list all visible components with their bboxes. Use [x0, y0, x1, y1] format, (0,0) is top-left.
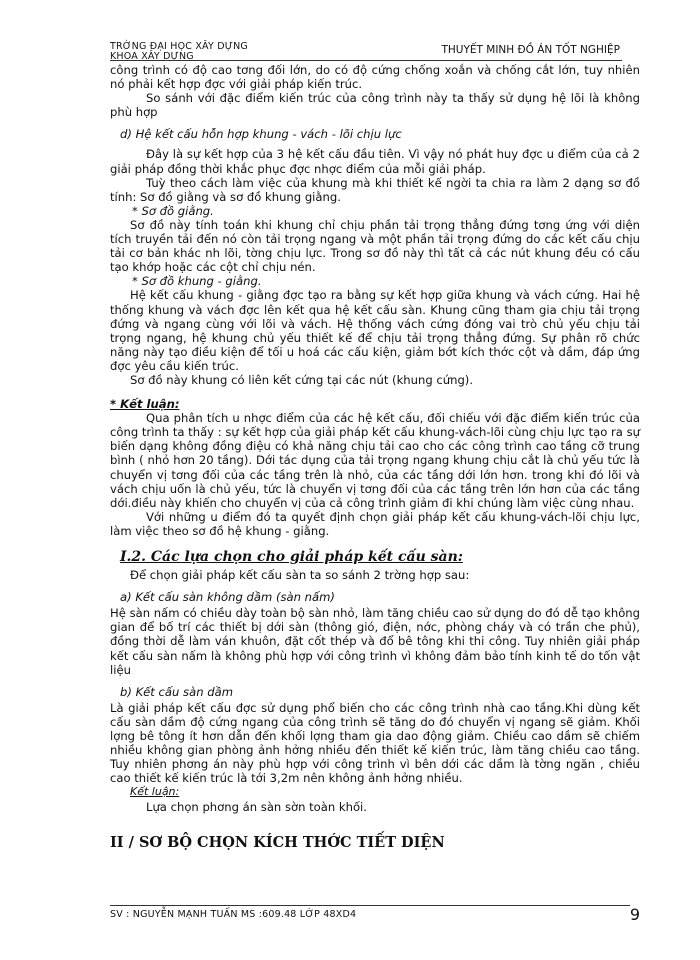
paragraph: Hệ sàn nấm có chiều dày toàn bộ sàn nhỏ, làm tăng chiều cao sử dụng do đó dễ tạo không gian để bố trí các thiết bị dới sàn (thông gió, điện, nớc, phòng cháy và có trần che phủ), đồng thời dễ làm ván khuôn, đặt cốt thép và đổ bê tông khi thi công. Tuy nhiên giải pháp kết cấu sàn nấm là không phù hợp với công trình vì không đảm bảo tính kinh tế do tốn vật liệu	[110, 606, 640, 677]
paragraph: Tuỳ theo cách làm việc của khung mà khi thiết kế ngời ta chia ra làm 2 dạng sơ đồ tính: Sơ đồ giằng và sơ đồ khung giằng.	[110, 175, 640, 204]
paragraph: Sơ đồ này tính toán khi khung chỉ chịu phần tải trọng thẳng đứng tơng ứng với diện tích truyền tải đến nó còn tải trọng ngang và một phần tải trọng đứng do các kết cấu chịu tải cơ bản khác nh lõi, tờng chịu lực. Trong sơ đồ này thì tất cả các nút khung đều có cấu tạo khớp hoặc các cột chỉ chịu nén.	[110, 217, 640, 275]
section-heading-i2: I.2. Các lựa chọn cho giải pháp kết cấu sàn:	[120, 549, 463, 565]
footer-rule	[110, 905, 630, 906]
header-document-title: THUYẾT MINH ĐỒ ÁN TỐT NGHIỆP	[441, 44, 620, 56]
paragraph: Là giải pháp kết cấu đợc sử dụng phổ biến cho các công trình nhà cao tầng.Khi dùng kết cấu sàn dầm độ cứng ngang của công trình sẽ tăng do đó chuyển vị ngang sẽ giảm. Khối lợng bê tông ít hơn dẫn đến khối lợng tham gia dao động giảm. Chiều cao dầm sẽ chiếm nhiều không gian phòng ảnh hởng nhiều đến thiết kế kiến trúc, làm tăng chiều cao tầng. Tuy nhiên phơng án này phù hợp với công trình vì bên dới các dầm là tờng ngăn , chiều cao thiết kế kiến trúc là tới 3,2m nên không ảnh hởng nhiều.	[110, 700, 640, 786]
subheading-d: d) Hệ kết cấu hỗn hợp khung - vách - lõi chịu lực	[120, 127, 402, 142]
page-footer	[110, 905, 640, 925]
conclusion-heading: Kết luận:	[130, 785, 180, 799]
paragraph: Để chọn giải pháp kết cấu sàn ta so sánh 2 trờng hợp sau:	[130, 568, 470, 583]
subheading-b: b) Kết cấu sàn dầm	[120, 684, 233, 699]
paragraph: Với những u điểm đó ta quyết định chọn giải pháp kết cấu khung-vách-lõi chịu lực, làm việc theo sơ đồ hệ khung - giằng.	[110, 509, 640, 538]
subheading-a: a) Kết cấu sàn không dầm (sàn nấm)	[120, 590, 335, 605]
section-heading-ii: II / SƠ BỘ CHỌN KÍCH THỚC TIẾT DIỆN	[110, 833, 445, 851]
header-faculty: KHOA XÂY DỰNG	[110, 51, 194, 62]
paragraph: Qua phân tích u nhợc điểm của các hệ kết cấu, đối chiếu với đặc điểm kiến trúc của công trình ta thấy : sự kết hợp của giải pháp kết cấu khung-vách-lõi cùng chịu lực tạo ra sự biến dạng không đồng điệu có khả năng chịu tải cao cho các công trình cao tầng cỡ trung bình ( nhỏ hơn 20 tầng). Dới tác dụng của tải trọng ngang khung chịu cắt là chủ yếu tức là chuyển vị tơng đối của các tầng trên là nhỏ, của các tầng dới lớn hơn. trong khi đó lõi và vách chịu uốn là chủ yếu, tức là chuyển vị tơng đối của các tầng trên lớn hơn của các tầng dới.điều này khiến cho chuyển vị của cả công trình giảm đi khi chúng làm việc cùng nhau.	[110, 411, 640, 510]
bullet-heading: * Sơ đồ khung - giằng.	[132, 274, 262, 289]
paragraph: Lựa chọn phơng án sàn sờn toàn khối.	[146, 799, 367, 814]
page-number: 9	[629, 905, 640, 924]
page-body	[110, 63, 640, 850]
bullet-heading: * Sơ đồ giằng.	[132, 203, 214, 218]
paragraph: Đây là sự kết hợp của 3 hệ kết cấu đầu tiên. Vì vậy nó phát huy đợc u điểm của cả 2 giải pháp đồng thời khắc phục đợc nhợc điểm của mỗi giải pháp.	[110, 147, 640, 176]
header-university: TRỜNG ĐẠI HỌC XÂY DỰNG	[110, 41, 248, 52]
paragraph: công trình có độ cao tơng đối lớn, do có độ cứng chống xoắn và chống cắt lớn, tuy nhiên nó phải kết hợp đợc với giải pháp kiến trúc.	[110, 63, 640, 92]
paragraph: Hệ kết cấu khung - giằng đợc tạo ra bằng sự kết hợp giữa khung và vách cứng. Hai hệ thống khung và vách đợc lên kết qua hệ kết cấu sàn. Khung cũng tham gia chịu tải trọng đứng và ngang cùng với lõi và vách. Hệ thống vách cứng đóng vai trò chủ yếu chịu tải trọng ngang, hệ khung chủ yếu thiết kế để chịu tải trọng thẳng đứng. Sự phân rõ chức năng này tạo điều kiện để tối u hoá các cấu kiện, giảm bớt kích thớc cột và dầm, đáp ứng đợc yêu cầu kiến trúc.	[110, 288, 640, 373]
footer-student-info: SV : NGUYỄN MẠNH TUẤN MS :609.48 LỚP 48XD4	[110, 909, 357, 920]
paragraph: Sơ đồ này khung có liên kết cứng tại các nút (khung cứng).	[130, 372, 474, 387]
paragraph: So sánh với đặc điểm kiến trúc của công trình này ta thấy sử dụng hệ lõi là không phù hợp	[110, 91, 640, 120]
header-rule	[110, 60, 622, 61]
header-school	[110, 42, 248, 62]
conclusion-heading: * Kết luận:	[110, 397, 180, 412]
